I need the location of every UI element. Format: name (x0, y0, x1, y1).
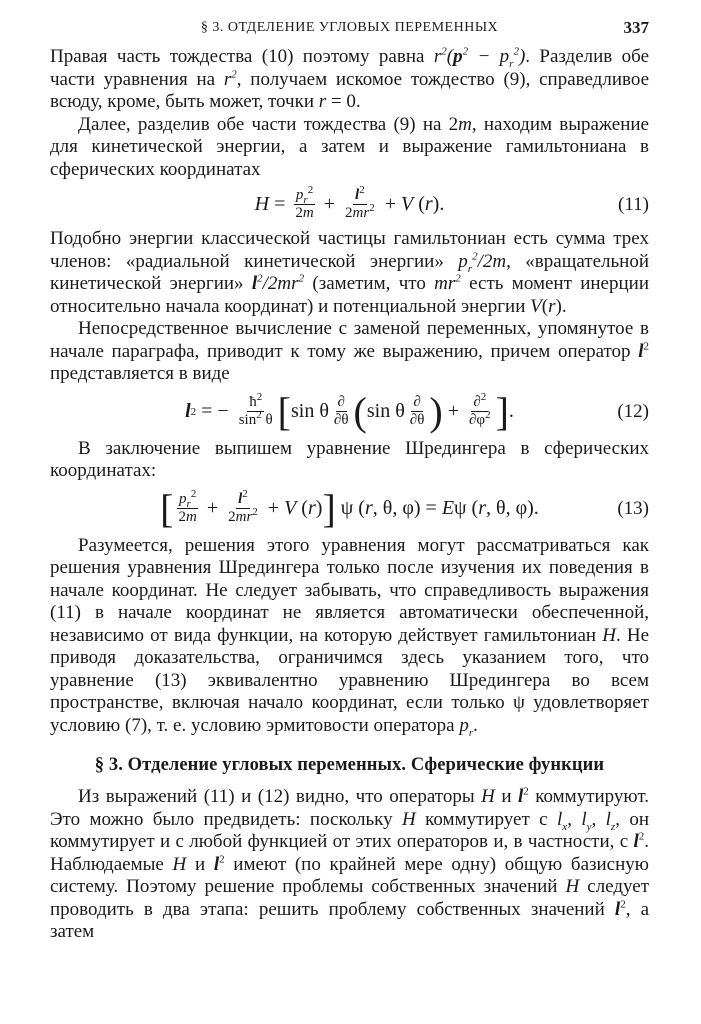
section-title: § 3. Отделение угловых переменных. Сферические функции (94, 755, 605, 775)
equation-11: H = $\frac{p_r^2}{2m}$ + $\frac{l^2}{2mr^2}$ + V ( r ). (11) (254, 184, 649, 221)
paragraph-7: Из выражений (11) и (12) видно, что операторы H и $l^2$ коммутируют. Это можно было предвидеть: поскольку H коммутирует с $l_x$, $l_y$, $l_z$, он коммутирует и с любой функцией от этих операторов и, в частности, с $l^2$. Наблюдаемые H и $l^2$ имеют (по крайней мере одну) общую базисную систему. Поэтому решение проблемы собственных значений H следует проводить в два этапа: решить проблему собственных значений $l^2$, а затем (50, 785, 650, 942)
paragraph-6: Разумеется, решения этого уравнения могут рассматриваться как решения уравнения Шредингера только после изучения их поведения в начале координат. Не следует забывать, что справедливость выражения (11) в начале координат не является автоматически обеспеченной, независимо от вида функции, на которую действует гамильтониан H. Не приводя доказательства, ограничимся здесь указанием того, что уравнение (13) эквивалентно уравнению Шредингера во всем пространстве, включая начало координат, если только ψ удовлетворяет условию (7), т. е. условию эрмитовости оператора $p_r$. (50, 534, 649, 739)
equation-12: l 2 = − $\frac{ħ^2}{\sin^2 \theta}$ [ sin θ $\frac{\partial}{\partial\theta}$ ( sin θ $\frac{\partial}{\partial\theta}$ ) + $\frac{\partial^2}{\partial\varphi^2}$ ] . (12) (185, 388, 649, 434)
formula-inline: $r^2(p^2 - p_r^2)$ (433, 45, 526, 70)
equation-number: (12) (617, 400, 649, 422)
paragraph-4: Непосредственное вычисление с заменой переменных, упомянутое в начале параграфа, приводит к тому же выражению, причем оператор $l^2$ представляется в виде (50, 318, 649, 384)
equation-13: [ $\frac{p_r^2}{2m}$ + $\frac{l^2}{2mr^2}$ + V ( r ) ] ψ ( r , θ, φ) = E ψ ( r , θ, φ). (13) (160, 485, 649, 531)
running-head: § 3. ОТДЕЛЕНИЕ УГЛОВЫХ ПЕРЕМЕННЫХ (200, 20, 499, 35)
page-header (50, 10, 649, 46)
paragraph-3: Подобно энергии классической частицы гамильтониан есть сумма трех членов: «радиальной кинетической энергии» $p_r^2/2m$, «вращательной кинетической энергии» $l^2/2mr^2$ (заметим, что $mr^2$ есть момент инерции относительно начала координат) и потенциальной энергии V(r). (50, 228, 649, 317)
equation-number: (11) (618, 193, 649, 215)
paragraph-1: Правая часть тождества (10) поэтому равна $r^2(p^2 - p_r^2)$. Разделив обе части уравнения на $r^2$, получаем искомое тождество (9), справедливое всюду, кроме, быть может, точки r = 0. (50, 45, 650, 112)
page-number: 337 (623, 18, 649, 37)
paragraph-5: В заключение выпишем уравнение Шредингера в сферических координатах: (50, 437, 649, 481)
paragraph-2: Далее, разделив обе части тождества (9) на 2m, находим выражение для кинетической энергии, а затем и выражение гамильтониана в сферических координатах (50, 113, 649, 180)
equation-number: (13) (617, 497, 649, 519)
